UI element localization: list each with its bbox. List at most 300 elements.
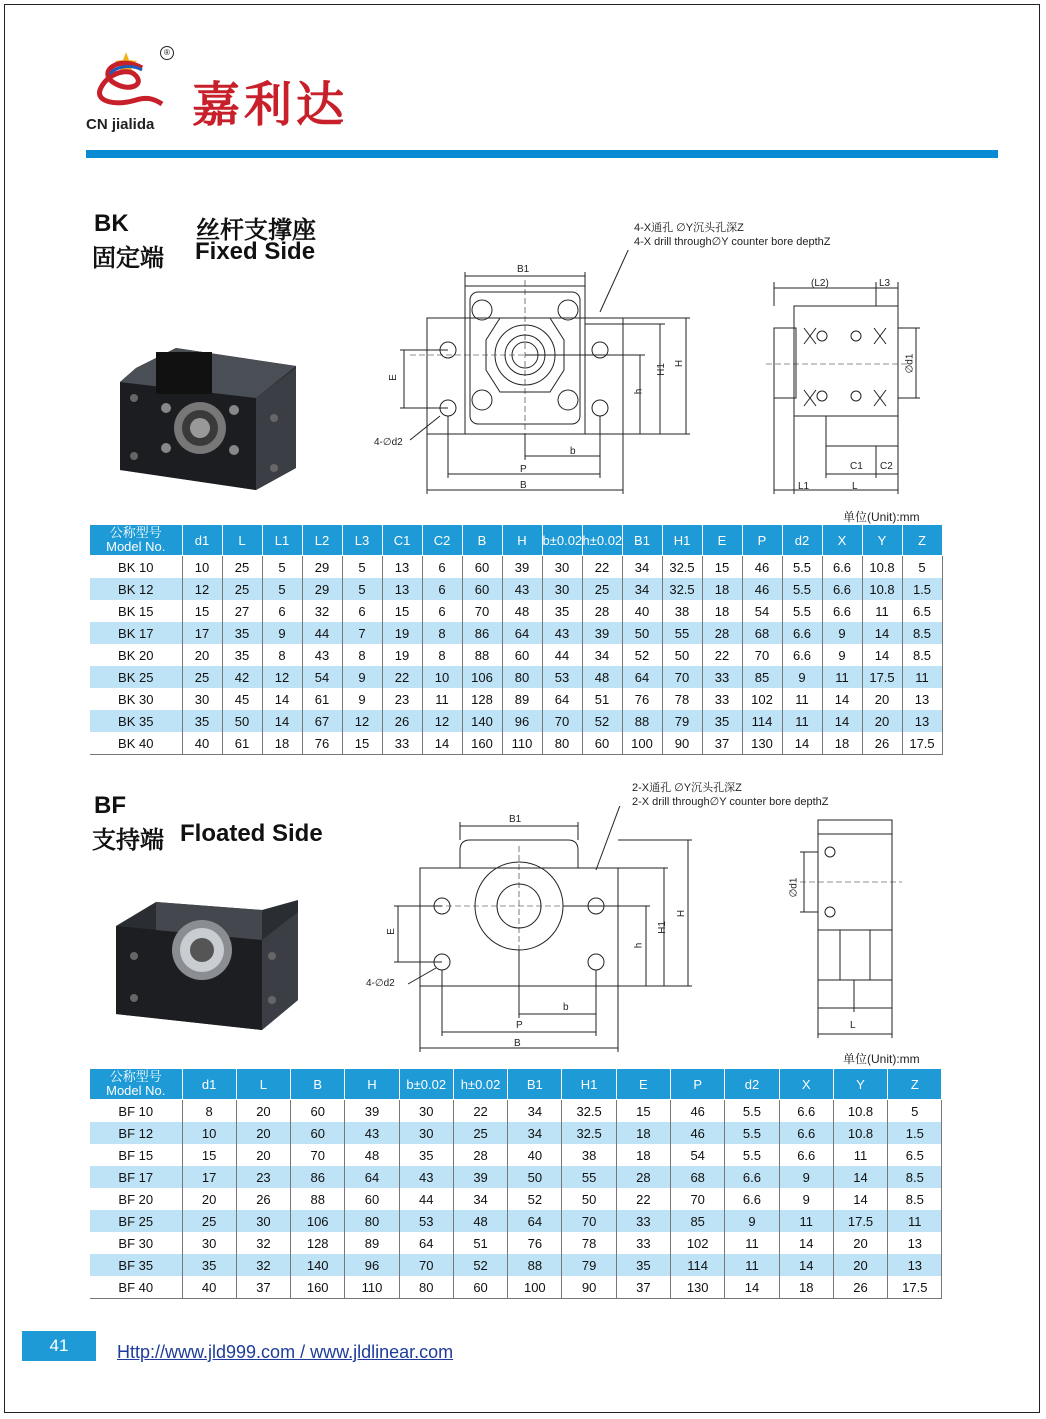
table-cell: 55: [662, 622, 702, 644]
table-cell: 70: [542, 710, 582, 732]
bk-dim-l2: (L2): [811, 278, 829, 289]
table-cell: BK 35: [90, 710, 182, 732]
bf-subtitle-cn: 支持端: [92, 827, 164, 854]
table-cell: 14: [862, 622, 902, 644]
table-cell: 9: [822, 622, 862, 644]
table-row: [90, 666, 942, 688]
table-cell: 1.5: [888, 1122, 942, 1144]
bf-col-header: X: [779, 1069, 833, 1100]
table-cell: 17: [182, 622, 222, 644]
table-cell: 53: [542, 666, 582, 688]
table-cell: BF 17: [90, 1166, 182, 1188]
table-row: [90, 578, 942, 600]
table-cell: 35: [399, 1144, 453, 1166]
table-cell: 18: [616, 1144, 670, 1166]
table-cell: 15: [382, 600, 422, 622]
table-row: [90, 1188, 942, 1210]
table-row: [90, 1100, 942, 1123]
bk-dim-l: L: [852, 481, 858, 492]
table-cell: 12: [182, 578, 222, 600]
table-cell: 17.5: [902, 732, 942, 755]
table-cell: 14: [779, 1232, 833, 1254]
bk-dim-h1: H1: [655, 363, 667, 376]
table-cell: 25: [453, 1122, 507, 1144]
table-cell: 12: [422, 710, 462, 732]
table-row: [90, 622, 942, 644]
table-cell: BK 15: [90, 600, 182, 622]
table-cell: 26: [236, 1188, 290, 1210]
table-row: [90, 556, 942, 579]
table-cell: 64: [399, 1232, 453, 1254]
header-rule: [86, 150, 998, 158]
table-cell: 34: [622, 556, 662, 579]
table-cell: 78: [562, 1232, 616, 1254]
bk-spec-table: [90, 524, 943, 755]
bk-col-header: L3: [342, 525, 382, 556]
bk-col-header: b±0.02: [542, 525, 582, 556]
table-cell: 8.5: [888, 1166, 942, 1188]
table-cell: 60: [453, 1276, 507, 1299]
table-cell: 43: [542, 622, 582, 644]
table-cell: 5.5: [725, 1122, 779, 1144]
table-cell: 35: [222, 644, 262, 666]
table-cell: 34: [508, 1100, 562, 1123]
table-cell: 25: [182, 666, 222, 688]
table-cell: 88: [462, 644, 502, 666]
table-cell: 5: [262, 578, 302, 600]
table-cell: 22: [382, 666, 422, 688]
table-cell: 35: [182, 1254, 236, 1276]
table-cell: 28: [453, 1144, 507, 1166]
table-cell: 30: [399, 1122, 453, 1144]
bf-col-header: d1: [182, 1069, 236, 1100]
table-cell: BF 40: [90, 1276, 182, 1299]
table-cell: 9: [779, 1166, 833, 1188]
table-cell: 42: [222, 666, 262, 688]
table-cell: 6.6: [779, 1100, 833, 1123]
table-cell: 35: [616, 1254, 670, 1276]
table-cell: 6: [262, 600, 302, 622]
table-cell: 114: [742, 710, 782, 732]
bk-subtitle-cn: 固定端: [92, 245, 164, 272]
bk-dim-h: H: [674, 359, 686, 368]
table-cell: 89: [345, 1232, 399, 1254]
table-cell: 12: [342, 710, 382, 732]
table-cell: BK 17: [90, 622, 182, 644]
bf-col-header: P: [671, 1069, 725, 1100]
bk-col-header: L1: [262, 525, 302, 556]
bk-col-header: B1: [622, 525, 662, 556]
table-cell: 10.8: [833, 1100, 887, 1123]
table-row: [90, 600, 942, 622]
table-cell: 46: [742, 578, 782, 600]
table-cell: 5: [342, 556, 382, 579]
table-cell: 6.6: [725, 1166, 779, 1188]
table-cell: 19: [382, 644, 422, 666]
table-cell: 14: [833, 1188, 887, 1210]
bk-front-drawing: [360, 250, 700, 500]
table-cell: 8: [422, 622, 462, 644]
bf-front-drawing: [360, 806, 700, 1056]
table-cell: 6.6: [822, 578, 862, 600]
table-cell: 6.6: [782, 622, 822, 644]
table-cell: 39: [582, 622, 622, 644]
table-cell: 89: [502, 688, 542, 710]
table-cell: 5: [342, 578, 382, 600]
bf-dim-h1: H1: [656, 921, 668, 934]
bk-col-header: H: [502, 525, 542, 556]
table-cell: 60: [291, 1100, 345, 1123]
table-cell: 79: [562, 1254, 616, 1276]
bk-col-header: C1: [382, 525, 422, 556]
table-cell: 34: [582, 644, 622, 666]
table-cell: 6: [422, 556, 462, 579]
table-cell: 14: [422, 732, 462, 755]
table-cell: 52: [508, 1188, 562, 1210]
table-cell: 96: [502, 710, 542, 732]
table-cell: 32.5: [662, 556, 702, 579]
table-cell: 22: [582, 556, 622, 579]
bk-dim-e: E: [387, 374, 399, 381]
table-cell: 90: [662, 732, 702, 755]
table-cell: 25: [582, 578, 622, 600]
table-row: [90, 710, 942, 732]
bf-col-header: 公称型号 Model No.: [90, 1069, 182, 1100]
table-cell: 6.6: [779, 1144, 833, 1166]
table-cell: 9: [262, 622, 302, 644]
table-cell: 70: [462, 600, 502, 622]
table-cell: 15: [616, 1100, 670, 1123]
bf-col-header: Z: [888, 1069, 942, 1100]
table-cell: 25: [222, 556, 262, 579]
bk-dim-c1: C1: [850, 461, 863, 472]
table-cell: 37: [616, 1276, 670, 1299]
table-cell: 46: [671, 1100, 725, 1123]
table-cell: 70: [742, 644, 782, 666]
table-cell: 140: [462, 710, 502, 732]
table-cell: 33: [702, 688, 742, 710]
table-cell: 60: [462, 556, 502, 579]
table-cell: 5.5: [725, 1144, 779, 1166]
table-cell: 14: [822, 710, 862, 732]
footer-url[interactable]: Http://www.jld999.com / www.jldlinear.com: [117, 1342, 454, 1362]
table-cell: 5: [902, 556, 942, 579]
table-cell: 88: [291, 1188, 345, 1210]
table-cell: 20: [182, 644, 222, 666]
table-cell: 11: [822, 666, 862, 688]
table-cell: 15: [182, 600, 222, 622]
bf-side-drawing: [790, 812, 910, 1046]
table-cell: 17: [182, 1166, 236, 1188]
table-cell: 20: [862, 710, 902, 732]
table-cell: 10: [182, 1122, 236, 1144]
table-cell: 28: [616, 1166, 670, 1188]
table-cell: 6.6: [725, 1188, 779, 1210]
table-cell: 160: [462, 732, 502, 755]
table-cell: 13: [382, 556, 422, 579]
table-cell: 14: [862, 644, 902, 666]
bk-col-header: L2: [302, 525, 342, 556]
bf-dim-l: L: [850, 1020, 856, 1031]
table-cell: 64: [622, 666, 662, 688]
table-cell: 44: [302, 622, 342, 644]
table-cell: 5.5: [782, 600, 822, 622]
table-cell: 100: [508, 1276, 562, 1299]
table-cell: 5: [888, 1100, 942, 1123]
table-cell: 10.8: [862, 578, 902, 600]
table-cell: 22: [702, 644, 742, 666]
table-cell: 50: [622, 622, 662, 644]
table-cell: 9: [725, 1210, 779, 1232]
table-cell: 50: [222, 710, 262, 732]
table-cell: 6: [422, 600, 462, 622]
table-cell: 18: [616, 1122, 670, 1144]
table-cell: 39: [453, 1166, 507, 1188]
bk-dim-b: B: [520, 480, 527, 491]
table-cell: 32.5: [662, 578, 702, 600]
table-cell: 6.6: [782, 644, 822, 666]
table-cell: 17.5: [833, 1210, 887, 1232]
table-cell: 30: [399, 1100, 453, 1123]
table-cell: 14: [725, 1276, 779, 1299]
bf-col-header: B: [291, 1069, 345, 1100]
bk-code: BK: [94, 210, 129, 237]
bk-dim-c2: C2: [880, 461, 893, 472]
table-cell: 70: [399, 1254, 453, 1276]
table-cell: 6.6: [822, 556, 862, 579]
table-cell: 10: [422, 666, 462, 688]
table-cell: 130: [671, 1276, 725, 1299]
table-cell: 40: [622, 600, 662, 622]
table-cell: 64: [542, 688, 582, 710]
table-cell: 11: [779, 1210, 833, 1232]
table-cell: 29: [302, 578, 342, 600]
table-cell: 8: [342, 644, 382, 666]
table-cell: 27: [222, 600, 262, 622]
bk-dim-h-small: h: [633, 388, 645, 395]
bf-dim-h-small: h: [633, 942, 645, 949]
bf-col-header: h±0.02: [453, 1069, 507, 1100]
bk-dim-b1: B1: [517, 264, 530, 275]
table-cell: 30: [182, 688, 222, 710]
table-cell: 51: [453, 1232, 507, 1254]
table-cell: 20: [862, 688, 902, 710]
table-cell: 30: [182, 1232, 236, 1254]
table-cell: 64: [502, 622, 542, 644]
table-cell: 33: [382, 732, 422, 755]
table-cell: 80: [399, 1276, 453, 1299]
table-cell: BK 12: [90, 578, 182, 600]
bf-dim-p: P: [516, 1020, 523, 1031]
table-cell: 70: [671, 1188, 725, 1210]
table-cell: 50: [562, 1188, 616, 1210]
bk-col-header: Y: [862, 525, 902, 556]
table-cell: 43: [502, 578, 542, 600]
table-cell: 100: [622, 732, 662, 755]
table-cell: 130: [742, 732, 782, 755]
table-cell: 51: [582, 688, 622, 710]
table-cell: BK 30: [90, 688, 182, 710]
table-cell: 6.5: [888, 1144, 942, 1166]
table-cell: 60: [502, 644, 542, 666]
table-cell: 14: [779, 1254, 833, 1276]
table-cell: 14: [822, 688, 862, 710]
table-cell: BF 35: [90, 1254, 182, 1276]
table-cell: 80: [345, 1210, 399, 1232]
table-cell: 13: [902, 710, 942, 732]
table-cell: 11: [833, 1144, 887, 1166]
table-cell: 64: [345, 1166, 399, 1188]
table-cell: BK 40: [90, 732, 182, 755]
bf-header-row: [90, 1069, 942, 1100]
table-cell: 50: [508, 1166, 562, 1188]
table-cell: 9: [779, 1188, 833, 1210]
table-cell: 8.5: [888, 1188, 942, 1210]
table-cell: 160: [291, 1276, 345, 1299]
table-cell: 46: [742, 556, 782, 579]
table-cell: 38: [662, 600, 702, 622]
bk-title-cn: 丝杆支撑座: [196, 217, 316, 244]
bk-col-header: C2: [422, 525, 462, 556]
bk-dim-d2: 4-∅d2: [374, 437, 403, 448]
table-cell: 38: [562, 1144, 616, 1166]
table-cell: 10: [182, 556, 222, 579]
table-row: [90, 732, 942, 755]
table-cell: 28: [702, 622, 742, 644]
table-cell: 17.5: [888, 1276, 942, 1299]
table-cell: 32: [236, 1254, 290, 1276]
bk-col-header: 公称型号 Model No.: [90, 525, 182, 556]
table-cell: 60: [462, 578, 502, 600]
bf-dim-b1: B1: [509, 814, 522, 825]
bk-side-drawing: [766, 276, 926, 496]
table-cell: 9: [342, 666, 382, 688]
table-cell: 13: [888, 1254, 942, 1276]
table-cell: 60: [345, 1188, 399, 1210]
table-cell: 68: [671, 1166, 725, 1188]
table-cell: 6.6: [822, 600, 862, 622]
table-cell: 11: [862, 600, 902, 622]
bk-dim-p: P: [520, 464, 527, 475]
table-cell: 5.5: [782, 556, 822, 579]
bf-dim-e: E: [385, 928, 397, 935]
table-row: [90, 1122, 942, 1144]
table-cell: 39: [502, 556, 542, 579]
table-cell: 22: [453, 1100, 507, 1123]
table-cell: 52: [582, 710, 622, 732]
bf-dim-d1: ∅d1: [788, 877, 800, 898]
table-cell: 110: [502, 732, 542, 755]
table-cell: 11: [782, 688, 822, 710]
bf-unit-label: 单位(Unit):mm: [843, 1052, 920, 1066]
table-cell: 43: [302, 644, 342, 666]
table-cell: 80: [542, 732, 582, 755]
table-cell: 14: [262, 688, 302, 710]
bf-dim-d2: 4-∅d2: [366, 978, 395, 989]
table-cell: 11: [725, 1254, 779, 1276]
table-cell: 19: [382, 622, 422, 644]
table-cell: 45: [222, 688, 262, 710]
table-cell: 70: [291, 1144, 345, 1166]
bf-col-header: B1: [508, 1069, 562, 1100]
bf-col-header: b±0.02: [399, 1069, 453, 1100]
table-cell: 5.5: [725, 1100, 779, 1123]
bf-col-header: Y: [833, 1069, 887, 1100]
bk-dim-l1: L1: [798, 481, 810, 492]
table-cell: 13: [902, 688, 942, 710]
table-cell: BF 10: [90, 1100, 182, 1123]
table-cell: 85: [671, 1210, 725, 1232]
table-cell: 48: [582, 666, 622, 688]
table-cell: 18: [779, 1276, 833, 1299]
table-cell: 32.5: [562, 1100, 616, 1123]
registered-mark: ®: [160, 46, 174, 60]
table-row: [90, 1232, 942, 1254]
table-row: [90, 1210, 942, 1232]
brand-name-cn: 嘉利达: [192, 77, 349, 133]
table-cell: 40: [182, 1276, 236, 1299]
table-cell: 9: [822, 644, 862, 666]
table-cell: 32: [236, 1232, 290, 1254]
table-cell: 30: [542, 556, 582, 579]
bf-col-header: H: [345, 1069, 399, 1100]
bk-col-header: H1: [662, 525, 702, 556]
table-cell: 20: [182, 1188, 236, 1210]
table-cell: 76: [622, 688, 662, 710]
page-number: 41: [22, 1331, 96, 1361]
table-cell: 6.6: [779, 1122, 833, 1144]
table-cell: 14: [833, 1166, 887, 1188]
table-cell: 90: [562, 1276, 616, 1299]
table-cell: 8.5: [902, 644, 942, 666]
table-cell: BK 25: [90, 666, 182, 688]
bk-dim-l3: L3: [879, 278, 891, 289]
table-cell: 20: [236, 1100, 290, 1123]
table-cell: BK 20: [90, 644, 182, 666]
table-cell: 32: [302, 600, 342, 622]
table-cell: 68: [742, 622, 782, 644]
table-cell: 54: [742, 600, 782, 622]
table-row: [90, 1144, 942, 1166]
bk-col-header: P: [742, 525, 782, 556]
table-row: [90, 688, 942, 710]
table-cell: 8: [422, 644, 462, 666]
bk-note-en: 4-X drill through∅Y counter bore depthZ: [634, 236, 831, 248]
bk-subtitle-en: Fixed Side: [195, 238, 316, 265]
table-cell: 114: [671, 1254, 725, 1276]
table-cell: 1.5: [902, 578, 942, 600]
table-cell: 8: [262, 644, 302, 666]
table-cell: 140: [291, 1254, 345, 1276]
table-cell: BF 30: [90, 1232, 182, 1254]
table-cell: 60: [291, 1122, 345, 1144]
bf-col-header: L: [236, 1069, 290, 1100]
table-cell: 18: [702, 578, 742, 600]
table-cell: 14: [782, 732, 822, 755]
bf-product-image: [112, 890, 302, 1038]
table-cell: 5.5: [782, 578, 822, 600]
table-cell: 60: [582, 732, 622, 755]
table-cell: 20: [833, 1232, 887, 1254]
table-cell: 15: [702, 556, 742, 579]
bf-note-en: 2-X drill through∅Y counter bore depthZ: [632, 796, 829, 808]
bk-col-header: h±0.02: [582, 525, 622, 556]
table-cell: 26: [833, 1276, 887, 1299]
table-cell: 25: [182, 1210, 236, 1232]
table-cell: 54: [671, 1144, 725, 1166]
table-cell: BK 10: [90, 556, 182, 579]
table-cell: 11: [422, 688, 462, 710]
